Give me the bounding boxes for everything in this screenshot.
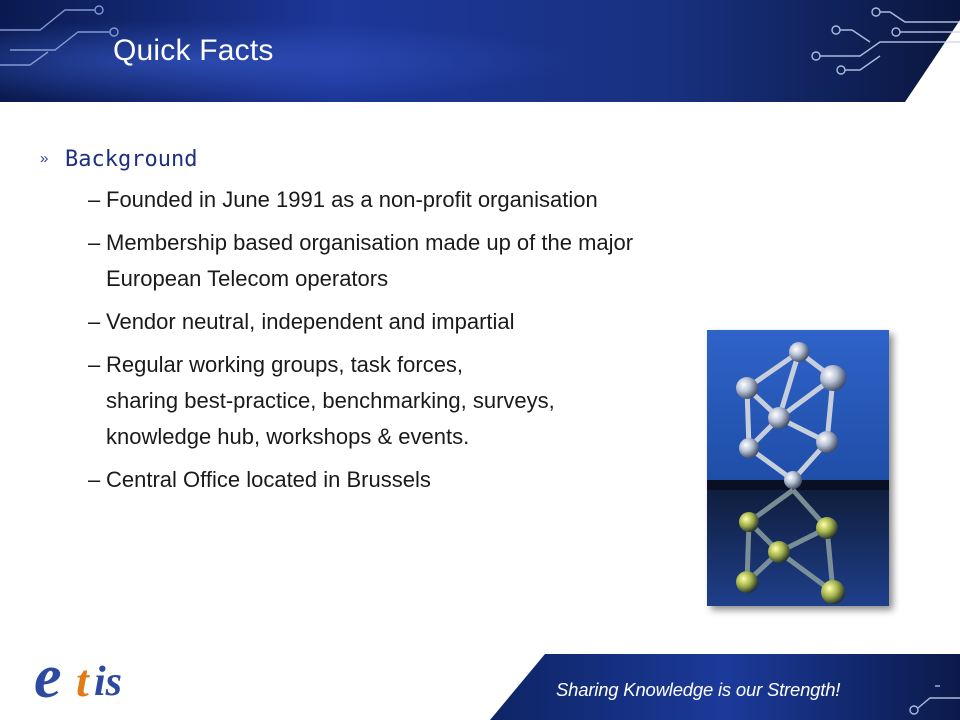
logo-letter-e: e [34, 643, 62, 711]
slide-content [40, 142, 720, 505]
bullet-text: sharing best-practice, benchmarking, surveys, [106, 388, 555, 413]
bullet-item [40, 182, 720, 218]
bullet-list [40, 182, 720, 498]
bullet-text: Vendor neutral, independent and impartial [106, 309, 515, 334]
bullet-dash: – [88, 309, 101, 334]
bullet-dash: – [88, 230, 101, 255]
bullet-dash: – [88, 352, 101, 377]
etis-logo [30, 643, 140, 712]
bullet-item [40, 304, 720, 340]
bullet-text: Central Office located in Brussels [106, 467, 431, 492]
bullet-text: European Telecom operators [106, 266, 389, 291]
header-banner [0, 0, 960, 102]
chevron-marker-icon: » [40, 150, 49, 167]
bullet-text: Membership based organisation made up of the major [106, 230, 634, 255]
bullet-text: Regular working groups, task forces, [106, 352, 464, 377]
bullet-text: knowledge hub, workshops & events. [106, 424, 470, 449]
bullet-item [40, 462, 720, 498]
bullet-dash: – [88, 467, 101, 492]
section-heading-row [40, 142, 720, 182]
slide-title: Quick Facts [113, 34, 274, 67]
logo-letters-is: is [94, 659, 123, 705]
section-heading: Background [65, 147, 198, 172]
atomium-photo [707, 330, 889, 606]
bullet-text: Founded in June 1991 as a non-profit organisation [106, 187, 598, 212]
footer-tagline: Sharing Knowledge is our Strength! [556, 679, 841, 700]
bullet-item [40, 347, 720, 455]
logo-letter-t: t [76, 655, 89, 706]
bullet-item [40, 225, 720, 297]
bullet-dash: – [88, 187, 101, 212]
